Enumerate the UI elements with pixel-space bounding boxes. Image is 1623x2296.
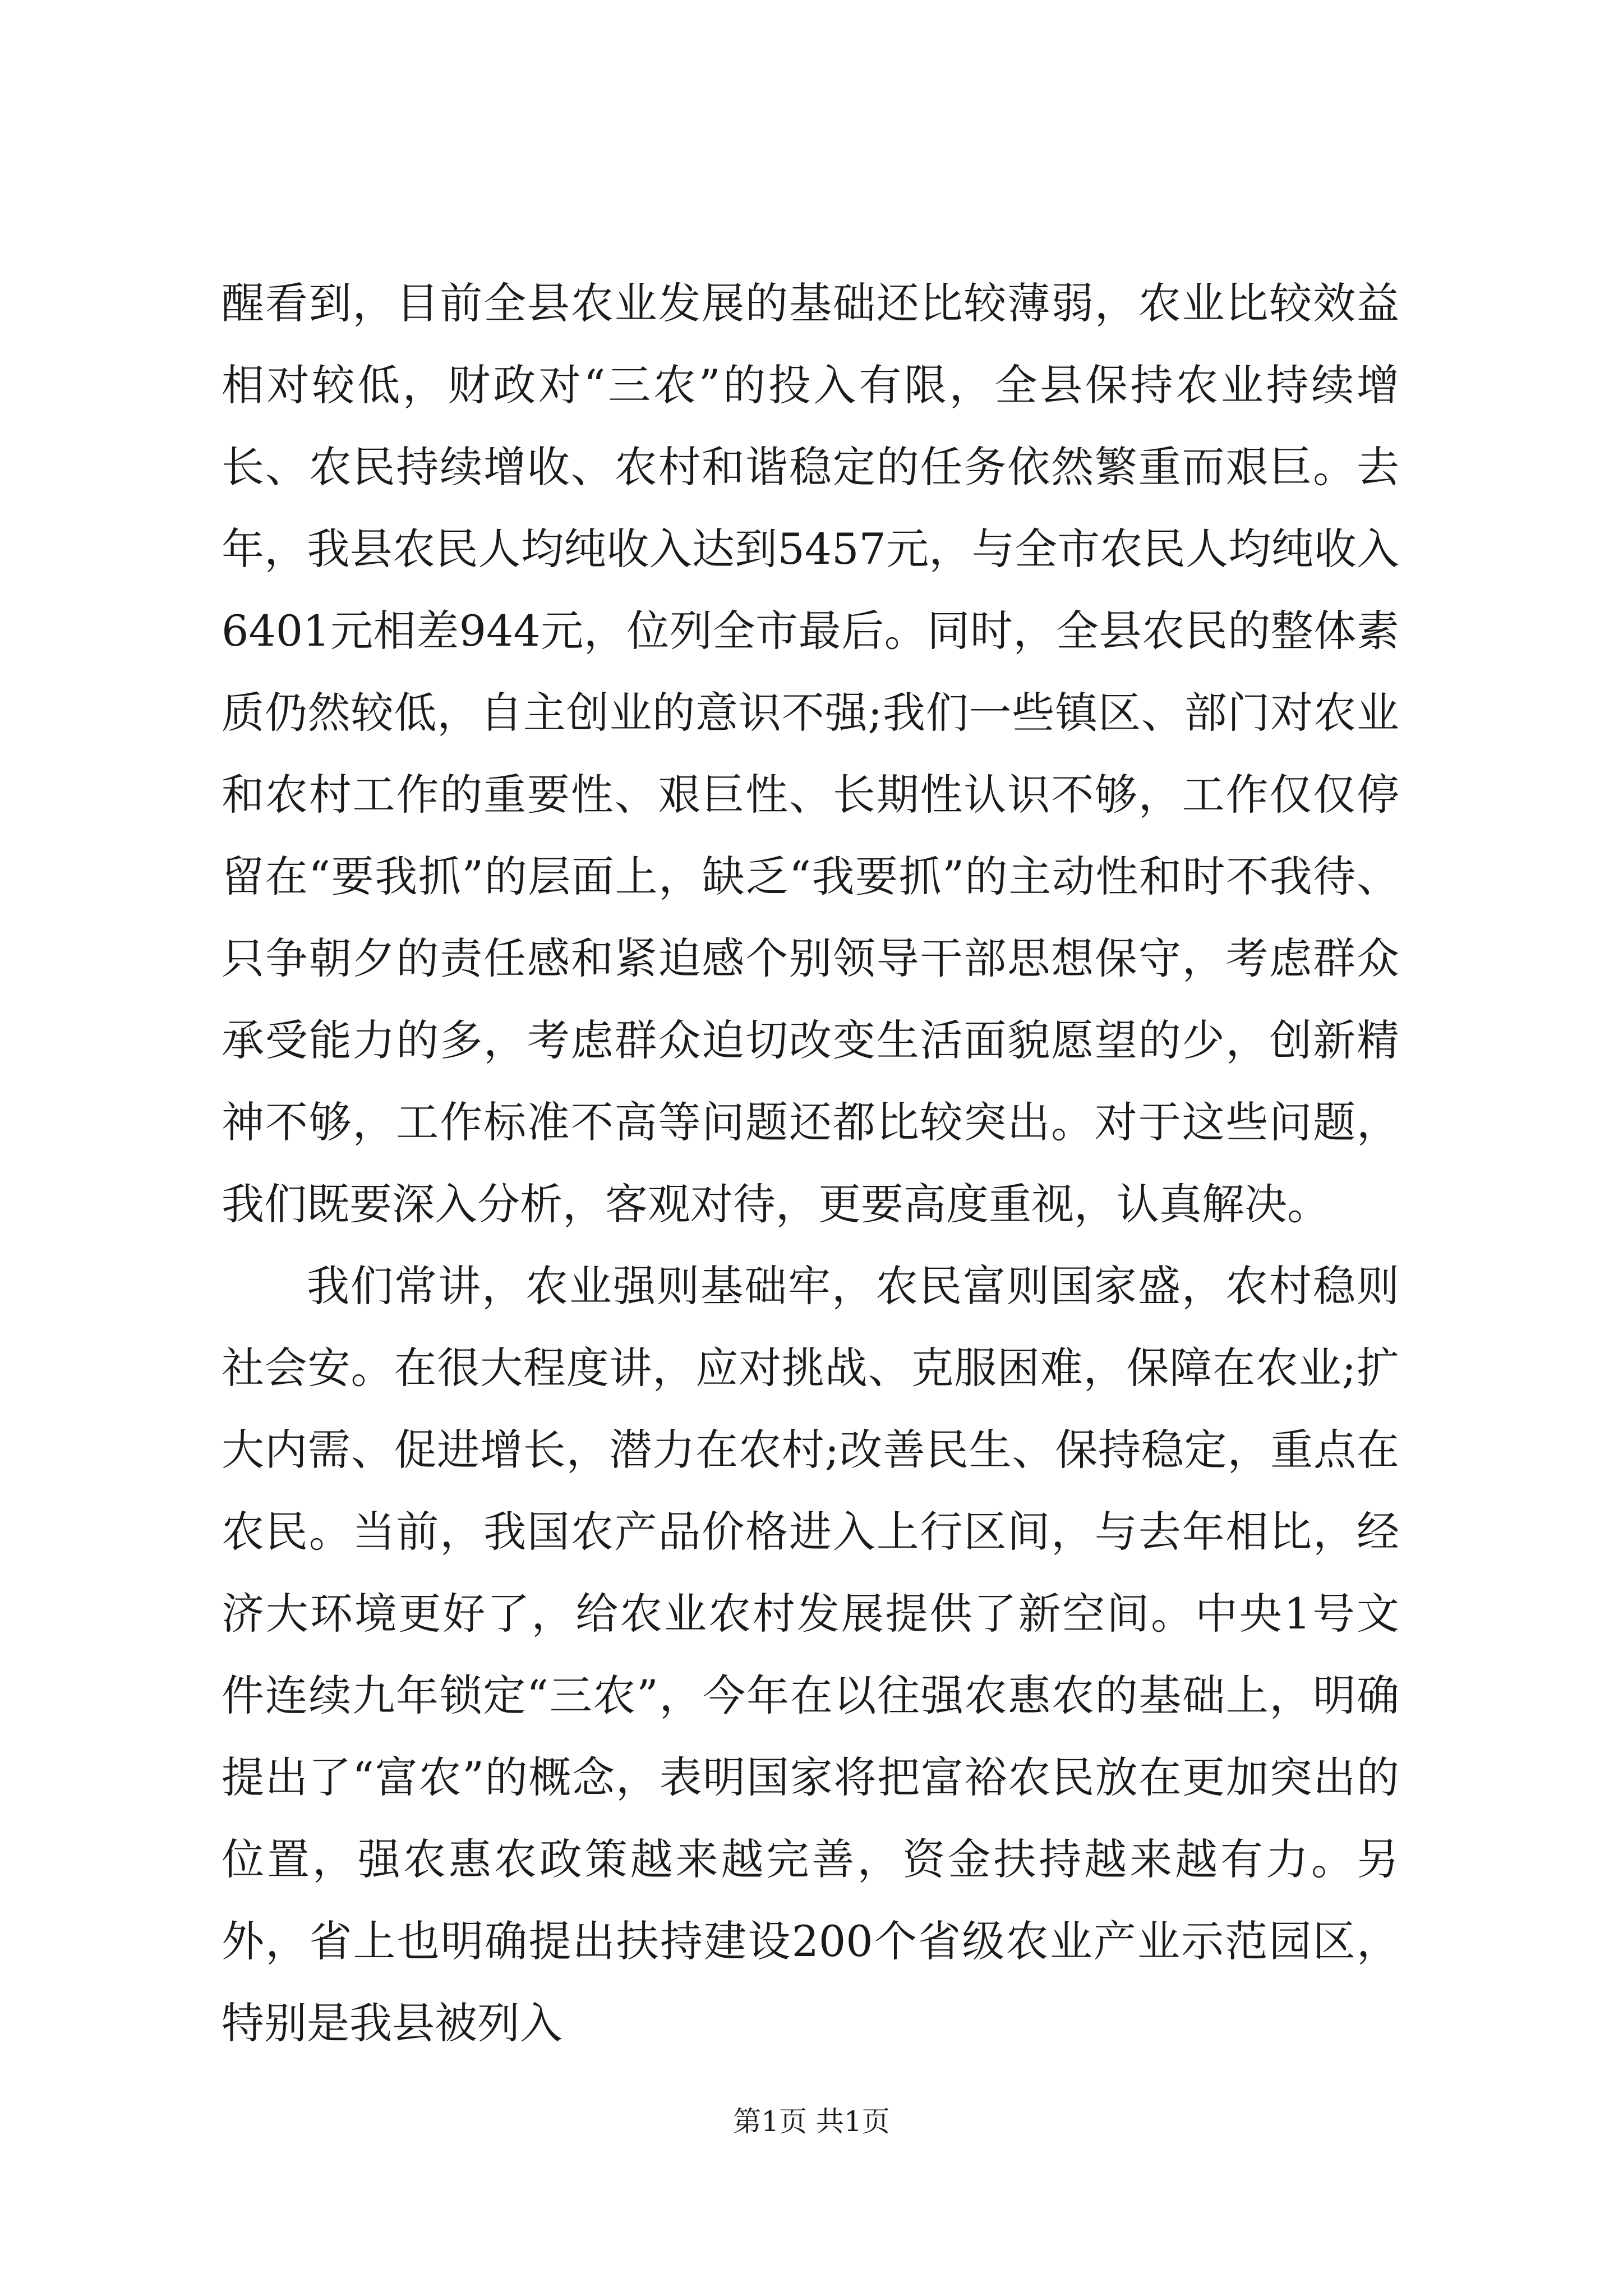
page-footer: 第1页 共1页	[733, 2105, 890, 2138]
paragraph-1: 醒看到，目前全县农业发展的基础还比较薄弱，农业比较效益相对较低，财政对“三农”的投入有限，全县保持农业持续增长、农民持续增收、农村和谐稳定的任务依然繁重而艰巨。去年，我县农民人均纯收入达到5457元，与全市农民人均纯收入6401元相差944元，位列全市最后。同时，全县农民的整体素质仍然较低，自主创业的意识不强;我们一些镇区、部门对农业和农村工作的重要性、艰巨性、长期性认识不够，工作仅仅停留在“要我抓”的层面上，缺乏“我要抓”的主动性和时不我待、只争朝夕的责任感和紧迫感个别领导干部思想保守，考虑群众承受能力的多，考虑群众迫切改变生活面貌愿望的少，创新精神不够，工作标准不高等问题还都比较突出。对于这些问题，我们既要深入分析，客观对待，更要高度重视，认真解决。	[222, 278, 1399, 1229]
paragraph-2: 我们常讲，农业强则基础牢，农民富则国家盛，农村稳则社会安。在很大程度讲，应对挑战、克服困难，保障在农业;扩大内需、促进增长，潜力在农村;改善民生、保持稳定，重点在农民。当前，我国农产品价格进入上行区间，与去年相比，经济大环境更好了，给农业农村发展提供了新空间。中央1号文件连续九年锁定“三农”，今年在以往强农惠农的基础上，明确提出了“富农”的概念，表明国家将把富裕农民放在更加突出的位置，强农惠农政策越来越完善，资金扶持越来越有力。另外，省上也明确提出扶持建设200个省级农业产业示范园区，特别是我县被列入	[222, 1261, 1399, 2048]
document-body	[222, 263, 1399, 2064]
